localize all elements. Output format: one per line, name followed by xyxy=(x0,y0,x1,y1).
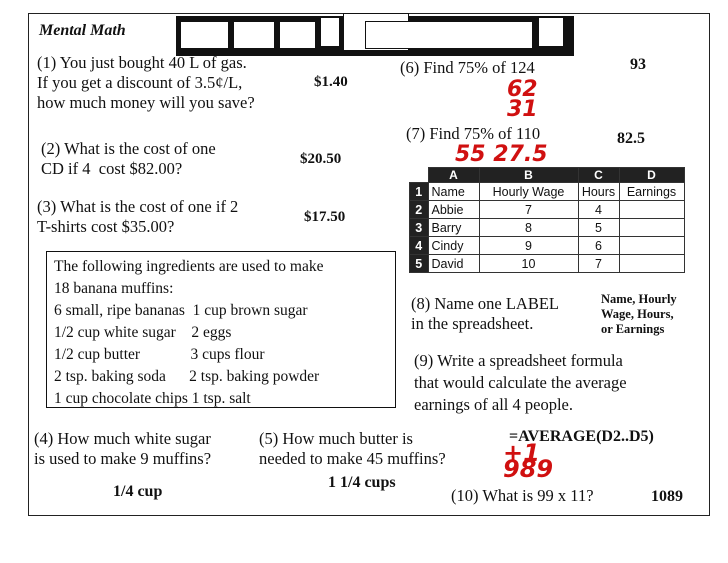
handwritten-work-6: 62 31 xyxy=(507,77,538,122)
answer-9: =AVERAGE(D2..D5) xyxy=(509,428,654,445)
table-row xyxy=(410,183,685,201)
question-6: (6) Find 75% of 124 xyxy=(400,58,535,77)
column-header: C xyxy=(578,168,619,183)
header-box-6 xyxy=(365,21,533,49)
ingredients-line: 18 banana muffins: xyxy=(54,280,174,297)
cell-c5: 7 xyxy=(578,255,619,273)
table-row xyxy=(410,237,685,255)
question-5: (5) How much butter is needed to make 45 muffins? xyxy=(259,429,446,468)
cell-a3: Barry xyxy=(428,219,479,237)
handwritten-work-7: 55 27.5 xyxy=(455,142,548,167)
table-row xyxy=(410,255,685,273)
table-row xyxy=(410,219,685,237)
corner-cell xyxy=(410,168,429,183)
cell-a1: Name xyxy=(428,183,479,201)
cell-a4: Cindy xyxy=(428,237,479,255)
question-2: (2) What is the cost of one CD if 4 cost $82.00? xyxy=(41,139,216,178)
table-row xyxy=(410,201,685,219)
ingredients-line: 1/2 cup butter 3 cups flour xyxy=(54,346,265,363)
answer-1: $1.40 xyxy=(314,74,348,90)
question-3: (3) What is the cost of one if 2 T-shirts cost $35.00? xyxy=(37,197,239,236)
cell-c4: 6 xyxy=(578,237,619,255)
cell-b2: 7 xyxy=(479,201,578,219)
cell-d2 xyxy=(619,201,684,219)
ingredients-line: 1/2 cup white sugar 2 eggs xyxy=(54,324,232,341)
question-9: (9) Write a spreadsheet formula that would calculate the average earnings of all 4 people. xyxy=(414,351,627,414)
answer-7: 82.5 xyxy=(617,130,645,147)
question-10: (10) What is 99 x 11? xyxy=(451,486,594,505)
row-header: 1 xyxy=(410,183,429,201)
ingredients-line: 2 tsp. baking soda 2 tsp. baking powder xyxy=(54,368,320,385)
column-header: D xyxy=(619,168,684,183)
cell-b1: Hourly Wage xyxy=(479,183,578,201)
cell-b3: 8 xyxy=(479,219,578,237)
header-box-4 xyxy=(320,17,340,47)
spreadsheet-table xyxy=(409,167,685,273)
cell-a5: David xyxy=(428,255,479,273)
answer-6: 93 xyxy=(630,56,646,73)
question-4: (4) How much white sugar is used to make 9 muffins? xyxy=(34,429,212,468)
column-header: A xyxy=(428,168,479,183)
question-1: (1) You just bought 40 L of gas. If you get a discount of 3.5¢/L, how much money will you save? xyxy=(37,53,255,112)
row-header: 4 xyxy=(410,237,429,255)
ingredients-box xyxy=(46,251,396,408)
cell-a2: Abbie xyxy=(428,201,479,219)
answer-3: $17.50 xyxy=(304,209,346,225)
row-header: 3 xyxy=(410,219,429,237)
question-7: (7) Find 75% of 110 xyxy=(406,124,541,143)
ingredients-line: 6 small, ripe bananas 1 cup brown sugar xyxy=(54,302,308,319)
spreadsheet-column-headers xyxy=(410,168,685,183)
question-8: (8) Name one LABEL in the spreadsheet. xyxy=(411,294,559,333)
cell-d5 xyxy=(619,255,684,273)
cell-d3 xyxy=(619,219,684,237)
answer-4: 1/4 cup xyxy=(113,483,163,500)
header-box-1 xyxy=(180,21,229,49)
header-box-3 xyxy=(279,21,316,49)
cell-d4 xyxy=(619,237,684,255)
answer-10: 1089 xyxy=(651,488,683,505)
handwritten-work-10: +1 989 xyxy=(503,439,554,483)
cell-b4: 9 xyxy=(479,237,578,255)
row-header: 5 xyxy=(410,255,429,273)
ingredients-line: The following ingredients are used to make xyxy=(54,258,324,275)
header-box-2 xyxy=(233,21,275,49)
answer-8: Name, Hourly Wage, Hours, or Earnings xyxy=(601,292,677,336)
answer-2: $20.50 xyxy=(300,151,342,167)
cell-c1: Hours xyxy=(578,183,619,201)
header-box-7 xyxy=(538,17,564,47)
cell-d1: Earnings xyxy=(619,183,684,201)
cell-b5: 10 xyxy=(479,255,578,273)
cell-c2: 4 xyxy=(578,201,619,219)
ingredients-line: 1 cup chocolate chips 1 tsp. salt xyxy=(54,390,251,407)
cell-c3: 5 xyxy=(578,219,619,237)
answer-5: 1 1/4 cups xyxy=(328,474,396,491)
page-title: Mental Math xyxy=(39,22,126,39)
column-header: B xyxy=(479,168,578,183)
row-header: 2 xyxy=(410,201,429,219)
